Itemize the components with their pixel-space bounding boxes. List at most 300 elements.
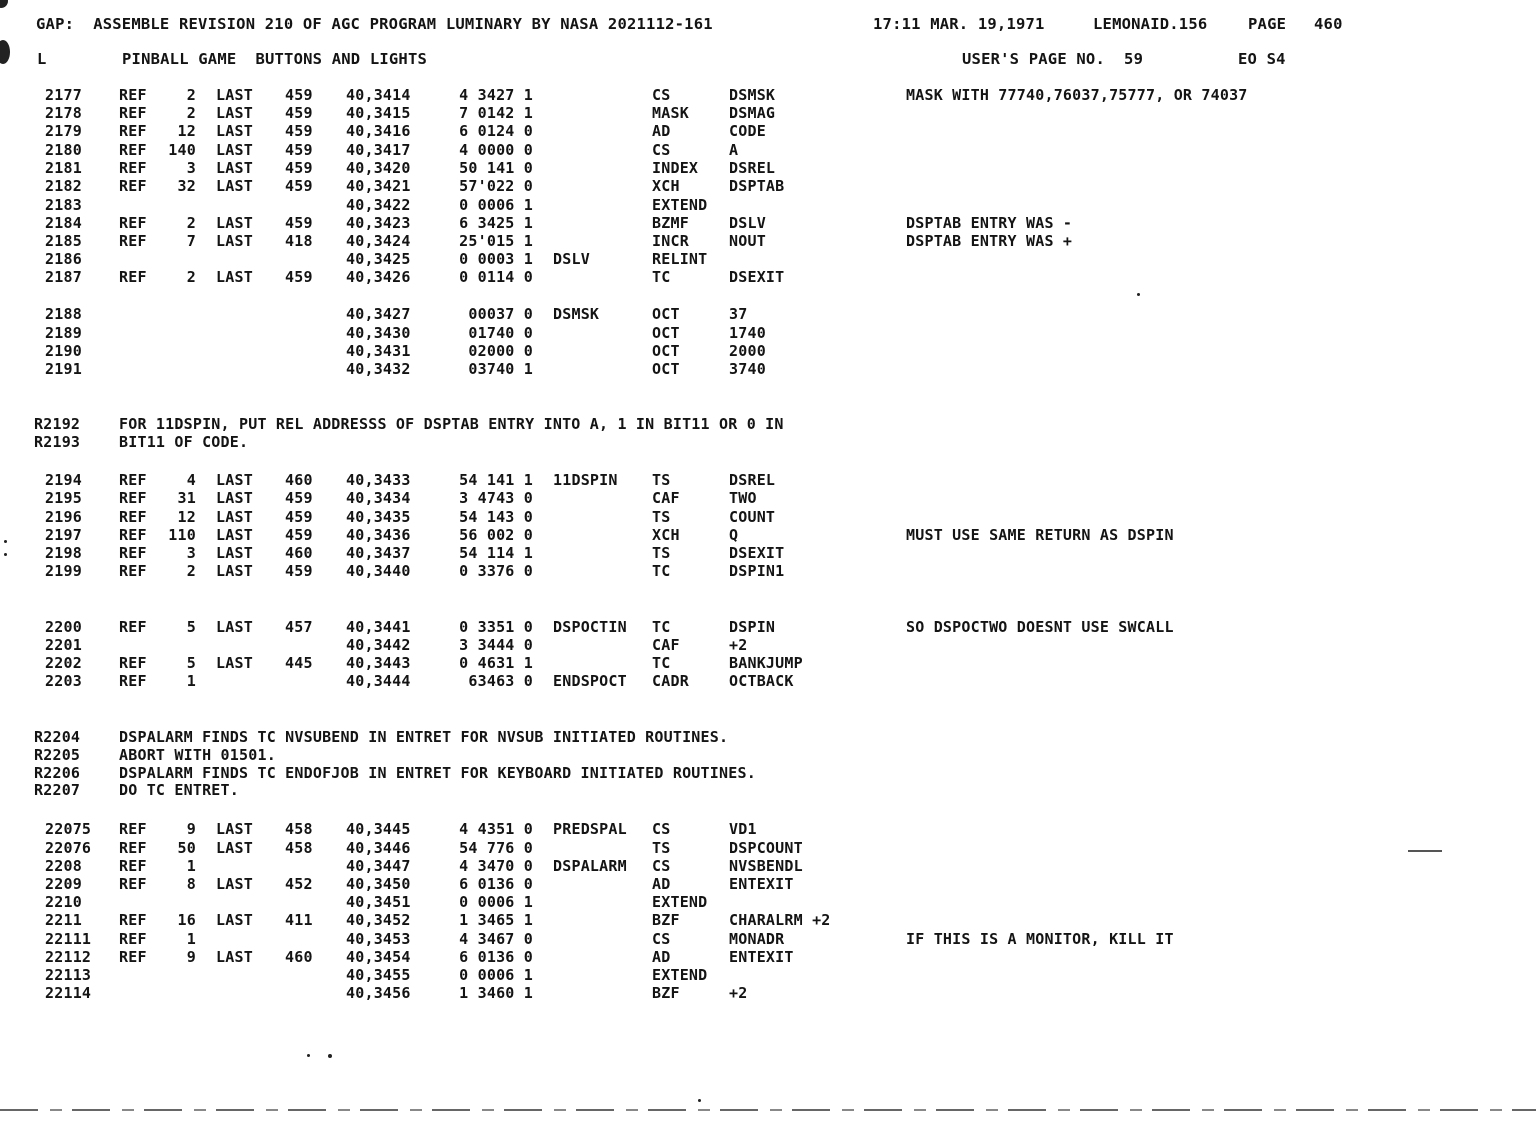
operand: DSEXIT	[729, 544, 785, 562]
object-code: 56 002 0	[459, 526, 533, 544]
ref-keyword: REF	[119, 857, 147, 875]
remark-line-number: R2193	[34, 433, 81, 451]
ref-keyword: REF	[119, 948, 147, 966]
ref-keyword: REF	[119, 618, 147, 636]
last-keyword: LAST	[216, 232, 253, 250]
page-number: 460	[1314, 15, 1343, 33]
remark-line-number: R2192	[34, 415, 81, 433]
last-page: 452	[285, 875, 313, 893]
operand: DSREL	[729, 471, 776, 489]
scan-speck	[307, 1054, 310, 1057]
address: 40,3455	[346, 966, 411, 984]
object-code: 0 4631 1	[459, 654, 533, 672]
address: 40,3452	[346, 911, 411, 929]
line-number: 2196	[45, 508, 82, 526]
opcode: BZF	[652, 984, 680, 1002]
last-page: 459	[285, 104, 313, 122]
opcode: RELINT	[652, 250, 708, 268]
opcode: XCH	[652, 526, 680, 544]
operand: BANKJUMP	[729, 654, 803, 672]
ref-keyword: REF	[119, 654, 147, 672]
last-page: 459	[285, 141, 313, 159]
address: 40,3425	[346, 250, 411, 268]
comment: IF THIS IS A MONITOR, KILL IT	[906, 930, 1174, 948]
remark-line-number: R2207	[34, 781, 81, 799]
remark-line-number: R2204	[34, 728, 81, 746]
operand: +2	[729, 984, 748, 1002]
operand: CHARALRM +2	[729, 911, 831, 929]
ref-count: 5	[186, 654, 196, 672]
section-title: PINBALL GAME BUTTONS AND LIGHTS	[122, 50, 428, 68]
operand: DSREL	[729, 159, 776, 177]
address: 40,3430	[346, 324, 411, 342]
object-code: 0 0114 0	[459, 268, 533, 286]
ref-count: 2	[186, 104, 196, 122]
opcode: TC	[652, 268, 671, 286]
opcode: CS	[652, 820, 671, 838]
last-keyword: LAST	[216, 618, 253, 636]
last-page: 459	[285, 489, 313, 507]
opcode: EXTEND	[652, 893, 708, 911]
address: 40,3421	[346, 177, 411, 195]
ref-count: 1	[186, 930, 196, 948]
object-code: 6 0124 0	[459, 122, 533, 140]
last-keyword: LAST	[216, 177, 253, 195]
last-page: 459	[285, 562, 313, 580]
line-number: 2184	[45, 214, 82, 232]
address: 40,3446	[346, 839, 411, 857]
last-page: 459	[285, 268, 313, 286]
opcode: CS	[652, 857, 671, 875]
ref-count: 32	[177, 177, 196, 195]
object-code: 4 0000 0	[459, 141, 533, 159]
address: 40,3434	[346, 489, 411, 507]
line-number: 2181	[45, 159, 82, 177]
ref-count: 7	[186, 232, 196, 250]
remark-text: FOR 11DSPIN, PUT REL ADDRESSS OF DSPTAB ENTRY INTO A, 1 IN BIT11 OR 0 IN	[119, 415, 784, 433]
last-keyword: LAST	[216, 159, 253, 177]
opcode: TC	[652, 618, 671, 636]
line-number: 22112	[45, 948, 92, 966]
ref-count: 9	[186, 820, 196, 838]
object-code: 4 3427 1	[459, 86, 533, 104]
scan-speck	[328, 1054, 332, 1058]
opcode: CS	[652, 930, 671, 948]
last-page: 460	[285, 471, 313, 489]
operand: MONADR	[729, 930, 785, 948]
line-number: 2195	[45, 489, 82, 507]
last-keyword: LAST	[216, 508, 253, 526]
ref-count: 8	[186, 875, 196, 893]
ref-keyword: REF	[119, 122, 147, 140]
address: 40,3420	[346, 159, 411, 177]
address: 40,3435	[346, 508, 411, 526]
opcode: TC	[652, 654, 671, 672]
scan-speck	[4, 540, 7, 543]
address: 40,3442	[346, 636, 411, 654]
last-keyword: LAST	[216, 214, 253, 232]
address: 40,3423	[346, 214, 411, 232]
line-number: 22075	[45, 820, 92, 838]
line-number: 22111	[45, 930, 92, 948]
last-keyword: LAST	[216, 122, 253, 140]
object-code: 03740 1	[459, 360, 533, 378]
ref-count: 2	[186, 562, 196, 580]
scan-mark	[1408, 850, 1442, 852]
operand: 37	[729, 305, 748, 323]
section-letter: L	[37, 50, 47, 68]
line-number: 2211	[45, 911, 82, 929]
opcode: AD	[652, 948, 671, 966]
ref-keyword: REF	[119, 930, 147, 948]
symbol-label: DSLV	[553, 250, 590, 268]
operand: CODE	[729, 122, 766, 140]
remark-text: DO TC ENTRET.	[119, 781, 239, 799]
opcode: TS	[652, 471, 671, 489]
opcode: EXTEND	[652, 196, 708, 214]
address: 40,3427	[346, 305, 411, 323]
line-number: 2202	[45, 654, 82, 672]
address: 40,3451	[346, 893, 411, 911]
address: 40,3417	[346, 141, 411, 159]
opcode: OCT	[652, 324, 680, 342]
last-keyword: LAST	[216, 471, 253, 489]
ref-keyword: REF	[119, 177, 147, 195]
line-number: 2180	[45, 141, 82, 159]
scan-speck	[4, 553, 7, 556]
object-code: 6 0136 0	[459, 948, 533, 966]
ref-keyword: REF	[119, 471, 147, 489]
line-number: 22113	[45, 966, 92, 984]
last-page: 459	[285, 177, 313, 195]
opcode: AD	[652, 875, 671, 893]
address: 40,3441	[346, 618, 411, 636]
opcode: INDEX	[652, 159, 699, 177]
comment: MUST USE SAME RETURN AS DSPIN	[906, 526, 1174, 544]
line-number: 2190	[45, 342, 82, 360]
ref-keyword: REF	[119, 544, 147, 562]
object-code: 02000 0	[459, 342, 533, 360]
opcode: CADR	[652, 672, 689, 690]
opcode: CS	[652, 86, 671, 104]
page-label: PAGE	[1248, 15, 1287, 33]
line-number: 2200	[45, 618, 82, 636]
operand: TWO	[729, 489, 757, 507]
ref-count: 3	[186, 544, 196, 562]
opcode: OCT	[652, 360, 680, 378]
scan-speck	[698, 1099, 701, 1102]
operand: DSMAG	[729, 104, 776, 122]
symbol-label: DSPALARM	[553, 857, 627, 875]
last-page: 459	[285, 86, 313, 104]
opcode: CAF	[652, 489, 680, 507]
binder-hole-mark	[0, 40, 10, 64]
last-page: 418	[285, 232, 313, 250]
line-number: 2178	[45, 104, 82, 122]
object-code: 0 3351 0	[459, 618, 533, 636]
address: 40,3415	[346, 104, 411, 122]
ref-count: 1	[186, 672, 196, 690]
ref-keyword: REF	[119, 104, 147, 122]
object-code: 0 0006 1	[459, 893, 533, 911]
listing-timestamp: 17:11 MAR. 19,1971	[873, 15, 1045, 33]
ref-keyword: REF	[119, 232, 147, 250]
object-code: 57'022 0	[459, 177, 533, 195]
comment: MASK WITH 77740,76037,75777, OR 74037	[906, 86, 1248, 104]
object-code: 1 3460 1	[459, 984, 533, 1002]
operand: 2000	[729, 342, 766, 360]
line-number: 2189	[45, 324, 82, 342]
line-number: 2209	[45, 875, 82, 893]
object-code: 54 141 1	[459, 471, 533, 489]
object-code: 0 0003 1	[459, 250, 533, 268]
operand: A	[729, 141, 739, 159]
line-number: 2177	[45, 86, 82, 104]
operand: 3740	[729, 360, 766, 378]
ref-count: 3	[186, 159, 196, 177]
object-code: 0 0006 1	[459, 966, 533, 984]
symbol-label: ENDSPOCT	[553, 672, 627, 690]
last-page: 445	[285, 654, 313, 672]
address: 40,3450	[346, 875, 411, 893]
object-code: 25'015 1	[459, 232, 533, 250]
last-page: 458	[285, 839, 313, 857]
line-number: 2182	[45, 177, 82, 195]
ref-keyword: REF	[119, 562, 147, 580]
last-keyword: LAST	[216, 562, 253, 580]
last-keyword: LAST	[216, 104, 253, 122]
last-keyword: LAST	[216, 86, 253, 104]
operand: OCTBACK	[729, 672, 794, 690]
object-code: 3 3444 0	[459, 636, 533, 654]
operand: DSPTAB	[729, 177, 785, 195]
opcode: INCR	[652, 232, 689, 250]
user-page-number: USER'S PAGE NO. 59	[962, 50, 1144, 68]
opcode: CS	[652, 141, 671, 159]
address: 40,3414	[346, 86, 411, 104]
opcode: TS	[652, 508, 671, 526]
ref-count: 12	[177, 508, 196, 526]
ref-count: 5	[186, 618, 196, 636]
last-page: 459	[285, 159, 313, 177]
remark-text: BIT11 OF CODE.	[119, 433, 249, 451]
opcode: BZMF	[652, 214, 689, 232]
opcode: OCT	[652, 342, 680, 360]
ref-count: 110	[168, 526, 196, 544]
ref-count: 1	[186, 857, 196, 875]
ref-keyword: REF	[119, 141, 147, 159]
symbol-label: 11DSPIN	[553, 471, 618, 489]
last-keyword: LAST	[216, 820, 253, 838]
operand: +2	[729, 636, 748, 654]
ref-keyword: REF	[119, 526, 147, 544]
comment: DSPTAB ENTRY WAS -	[906, 214, 1073, 232]
address: 40,3431	[346, 342, 411, 360]
listing-title: GAP: ASSEMBLE REVISION 210 OF AGC PROGRAM LUMINARY BY NASA 2021112-161	[36, 15, 713, 33]
line-number: 2194	[45, 471, 82, 489]
ref-keyword: REF	[119, 839, 147, 857]
ref-count: 140	[168, 141, 196, 159]
object-code: 7 0142 1	[459, 104, 533, 122]
object-code: 54 143 0	[459, 508, 533, 526]
address: 40,3426	[346, 268, 411, 286]
ref-count: 4	[186, 471, 196, 489]
operand: DSPCOUNT	[729, 839, 803, 857]
operand: Q	[729, 526, 739, 544]
last-page: 457	[285, 618, 313, 636]
opcode: EXTEND	[652, 966, 708, 984]
opcode: BZF	[652, 911, 680, 929]
remark-text: ABORT WITH 01501.	[119, 746, 276, 764]
object-code: 50 141 0	[459, 159, 533, 177]
opcode: TC	[652, 562, 671, 580]
operand: VD1	[729, 820, 757, 838]
opcode: XCH	[652, 177, 680, 195]
object-code: 54 114 1	[459, 544, 533, 562]
binder-hole-mark	[0, 0, 8, 8]
line-number: 2186	[45, 250, 82, 268]
last-page: 459	[285, 526, 313, 544]
last-page: 460	[285, 948, 313, 966]
scan-speck	[1137, 293, 1140, 296]
last-keyword: LAST	[216, 489, 253, 507]
last-keyword: LAST	[216, 268, 253, 286]
object-code: 63463 0	[459, 672, 533, 690]
line-number: 2191	[45, 360, 82, 378]
operand: DSPIN	[729, 618, 776, 636]
address: 40,3443	[346, 654, 411, 672]
ref-keyword: REF	[119, 86, 147, 104]
line-number: 2183	[45, 196, 82, 214]
line-number: 2188	[45, 305, 82, 323]
object-code: 0 0006 1	[459, 196, 533, 214]
opcode: CAF	[652, 636, 680, 654]
remark-line-number: R2206	[34, 764, 81, 782]
line-number: 22114	[45, 984, 92, 1002]
line-number: 2187	[45, 268, 82, 286]
operand: NOUT	[729, 232, 766, 250]
address: 40,3456	[346, 984, 411, 1002]
last-keyword: LAST	[216, 141, 253, 159]
ref-keyword: REF	[119, 820, 147, 838]
operand: ENTEXIT	[729, 948, 794, 966]
ref-count: 50	[177, 839, 196, 857]
ref-keyword: REF	[119, 268, 147, 286]
object-code: 54 776 0	[459, 839, 533, 857]
address: 40,3444	[346, 672, 411, 690]
address: 40,3436	[346, 526, 411, 544]
line-number: 2198	[45, 544, 82, 562]
last-page: 459	[285, 508, 313, 526]
last-page: 460	[285, 544, 313, 562]
address: 40,3433	[346, 471, 411, 489]
symbol-label: DSPOCTIN	[553, 618, 627, 636]
object-code: 6 3425 1	[459, 214, 533, 232]
operand: NVSBENDL	[729, 857, 803, 875]
line-number: 2208	[45, 857, 82, 875]
last-keyword: LAST	[216, 654, 253, 672]
last-keyword: LAST	[216, 839, 253, 857]
operand: COUNT	[729, 508, 776, 526]
opcode: AD	[652, 122, 671, 140]
ref-keyword: REF	[119, 875, 147, 893]
line-number: 2185	[45, 232, 82, 250]
opcode: MASK	[652, 104, 689, 122]
object-code: 3 4743 0	[459, 489, 533, 507]
opcode: TS	[652, 839, 671, 857]
ref-keyword: REF	[119, 489, 147, 507]
operand: 1740	[729, 324, 766, 342]
ref-keyword: REF	[119, 159, 147, 177]
last-page: 411	[285, 911, 313, 929]
symbol-label: PREDSPAL	[553, 820, 627, 838]
address: 40,3437	[346, 544, 411, 562]
last-keyword: LAST	[216, 875, 253, 893]
last-keyword: LAST	[216, 948, 253, 966]
eo-marker: EO S4	[1238, 50, 1286, 68]
ref-keyword: REF	[119, 508, 147, 526]
object-code: 6 0136 0	[459, 875, 533, 893]
ref-keyword: REF	[119, 911, 147, 929]
opcode: TS	[652, 544, 671, 562]
comment: SO DSPOCTWO DOESNT USE SWCALL	[906, 618, 1174, 636]
last-page: 459	[285, 214, 313, 232]
line-number: 2210	[45, 893, 82, 911]
ref-count: 31	[177, 489, 196, 507]
operand: DSLV	[729, 214, 766, 232]
address: 40,3453	[346, 930, 411, 948]
operand: DSEXIT	[729, 268, 785, 286]
object-code: 1 3465 1	[459, 911, 533, 929]
comment: DSPTAB ENTRY WAS +	[906, 232, 1073, 250]
last-page: 459	[285, 122, 313, 140]
last-keyword: LAST	[216, 544, 253, 562]
operand: DSPIN1	[729, 562, 785, 580]
address: 40,3440	[346, 562, 411, 580]
ref-count: 16	[177, 911, 196, 929]
line-number: 2197	[45, 526, 82, 544]
operand: DSMSK	[729, 86, 776, 104]
address: 40,3416	[346, 122, 411, 140]
line-number: 2199	[45, 562, 82, 580]
last-keyword: LAST	[216, 911, 253, 929]
line-number: 2179	[45, 122, 82, 140]
ref-keyword: REF	[119, 672, 147, 690]
last-keyword: LAST	[216, 526, 253, 544]
line-number: 22076	[45, 839, 92, 857]
remark-text: DSPALARM FINDS TC NVSUBEND IN ENTRET FOR NVSUB INITIATED ROUTINES.	[119, 728, 729, 746]
remark-line-number: R2205	[34, 746, 81, 764]
object-code: 01740 0	[459, 324, 533, 342]
last-page: 458	[285, 820, 313, 838]
object-code: 00037 0	[459, 305, 533, 323]
ref-keyword: REF	[119, 214, 147, 232]
address: 40,3432	[346, 360, 411, 378]
ref-count: 2	[186, 268, 196, 286]
ref-count: 2	[186, 214, 196, 232]
address: 40,3424	[346, 232, 411, 250]
line-number: 2201	[45, 636, 82, 654]
line-number: 2203	[45, 672, 82, 690]
page-bottom-rule	[0, 1109, 1536, 1111]
remark-text: DSPALARM FINDS TC ENDOFJOB IN ENTRET FOR KEYBOARD INITIATED ROUTINES.	[119, 764, 756, 782]
address: 40,3447	[346, 857, 411, 875]
address: 40,3445	[346, 820, 411, 838]
ref-count: 9	[186, 948, 196, 966]
address: 40,3422	[346, 196, 411, 214]
object-code: 4 3467 0	[459, 930, 533, 948]
symbol-label: DSMSK	[553, 305, 600, 323]
